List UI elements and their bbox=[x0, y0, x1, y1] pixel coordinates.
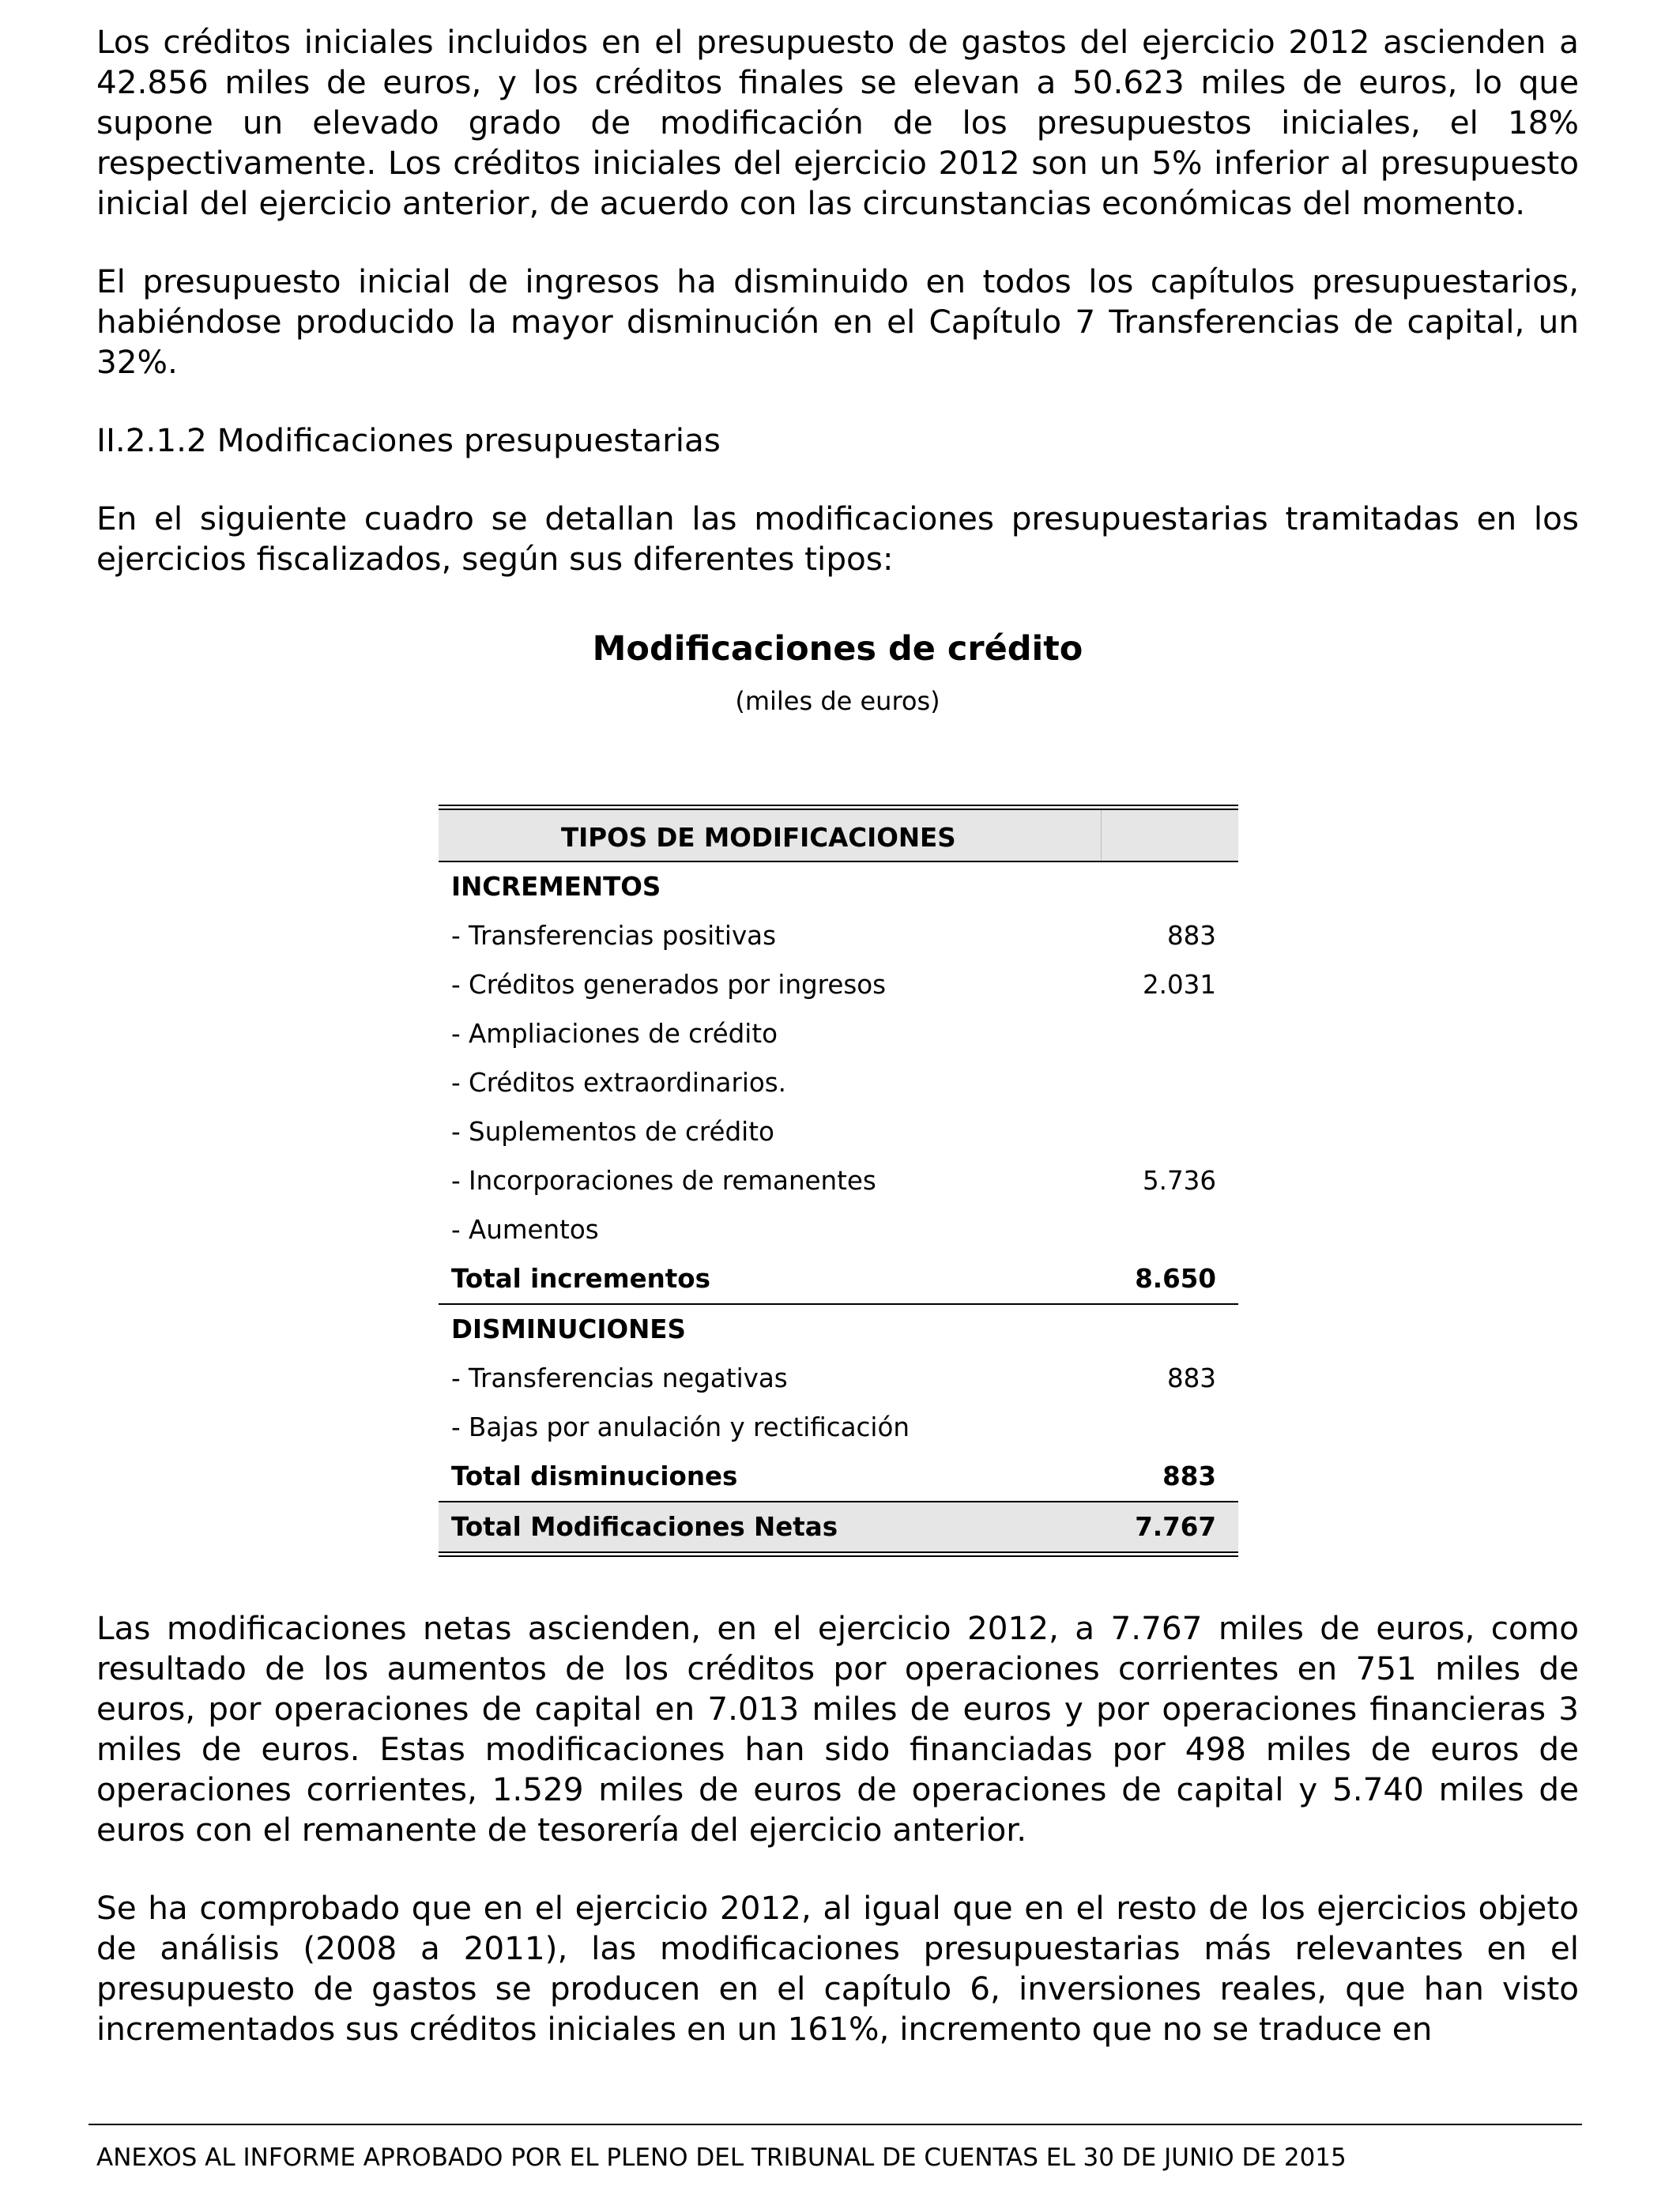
total-label: Total disminuciones bbox=[451, 1461, 738, 1491]
row-label: - Transferencias negativas bbox=[451, 1363, 788, 1393]
paragraph-modificaciones-netas: Las modificaciones netas ascienden, en el ejercicio 2012, a 7.767 miles de euros, como resultado de los aumentos de los créditos por operaciones corrientes en 751 miles de euros, por operaciones de capital en 7.013 miles de euros y por operaciones financieras 3 miles de euros. Estas modificaciones han sido financiadas por 498 miles de euros de operaciones corrientes, 1.529 miles de euros de operaciones de capital y 5.740 miles de euros con el remanente de tesorería del ejercicio anterior. bbox=[96, 1609, 1579, 1849]
table-header bbox=[439, 810, 1238, 862]
table-top-rule bbox=[439, 805, 1238, 810]
paragraph-intro-cuadro: En el siguiente cuadro se detallan las modificaciones presupuestarias tramitadas en los ejercicios fiscalizados, según sus diferentes tipos: bbox=[96, 499, 1579, 578]
table-row bbox=[439, 1009, 1238, 1058]
row-label: - Aumentos bbox=[451, 1215, 599, 1245]
row-value: 883 bbox=[1166, 1363, 1216, 1393]
footer-divider bbox=[89, 2124, 1582, 2125]
total-row-disminuciones bbox=[439, 1452, 1238, 1501]
table-row bbox=[439, 1156, 1238, 1205]
table-header-label: TIPOS DE MODIFICACIONES bbox=[561, 823, 956, 853]
row-label: - Créditos extraordinarios. bbox=[451, 1068, 787, 1098]
paragraph-presupuesto-ingresos: El presupuesto inicial de ingresos ha disminuido en todos los capítulos presupuestarios, habiéndose producido la mayor disminución en el Capítulo 7 Transferencias de capital, un 32%. bbox=[96, 262, 1579, 381]
table-subtitle: (miles de euros) bbox=[735, 686, 940, 716]
row-label: - Suplementos de crédito bbox=[451, 1117, 774, 1147]
table-row bbox=[439, 1058, 1238, 1107]
total-label: Total incrementos bbox=[451, 1264, 710, 1294]
total-value: 8.650 bbox=[1135, 1264, 1216, 1294]
table-row bbox=[439, 1205, 1238, 1254]
total-label: Total Modificaciones Netas bbox=[451, 1512, 838, 1542]
section-heading: II.2.1.2 Modificaciones presupuestarias bbox=[96, 421, 721, 459]
row-label: - Incorporaciones de remanentes bbox=[451, 1166, 876, 1196]
page-footer: ANEXOS AL INFORME APROBADO POR EL PLENO DEL TRIBUNAL DE CUENTAS EL 30 DE JUNIO DE 2015 bbox=[96, 2143, 1347, 2172]
row-label: - Ampliaciones de crédito bbox=[451, 1019, 778, 1049]
table-row bbox=[439, 1403, 1238, 1452]
table-row bbox=[439, 911, 1238, 960]
row-value: 2.031 bbox=[1142, 970, 1216, 1000]
paragraph-capitulo-6: Se ha comprobado que en el ejercicio 2012, al igual que en el resto de los ejercicios objeto de análisis (2008 a 2011), las modificaciones presupuestarias más relevantes en el presupuesto de gastos se producen en el capítulo 6, inversiones reales, que han visto incrementados sus créditos iniciales en un 161%, incremento que no se traduce en bbox=[96, 1889, 1579, 2048]
section-row-incrementos bbox=[439, 862, 1238, 911]
document-body bbox=[96, 22, 1579, 717]
row-label: - Créditos generados por ingresos bbox=[451, 970, 887, 1000]
total-value: 7.767 bbox=[1135, 1512, 1216, 1542]
row-label: - Bajas por anulación y rectificación bbox=[451, 1412, 910, 1442]
section-row-disminuciones bbox=[439, 1305, 1238, 1354]
section-label: DISMINUCIONES bbox=[451, 1314, 686, 1344]
row-label: - Transferencias positivas bbox=[451, 921, 777, 951]
table-row bbox=[439, 960, 1238, 1009]
modificaciones-table bbox=[439, 805, 1238, 1557]
total-row-netas bbox=[439, 1502, 1238, 1551]
table-title: Modificaciones de crédito bbox=[592, 629, 1083, 669]
document-body-continued bbox=[96, 1608, 1579, 2049]
table-bottom-rule bbox=[439, 1551, 1238, 1557]
row-value: 883 bbox=[1166, 921, 1216, 951]
paragraph-creditos-iniciales: Los créditos iniciales incluidos en el presupuesto de gastos del ejercicio 2012 ascienden a 42.856 miles de euros, y los créditos finales se elevan a 50.623 miles de euros, lo que supone un elevado grado de modificación de los presupuestos iniciales, el 18% respectivamente. Los créditos iniciales del ejercicio 2012 son un 5% inferior al presupuesto inicial del ejercicio anterior, de acuerdo con las circunstancias económicas del momento. bbox=[96, 23, 1579, 222]
row-value: 5.736 bbox=[1142, 1166, 1216, 1196]
total-value: 883 bbox=[1162, 1461, 1216, 1491]
table-header-divider bbox=[1101, 810, 1102, 861]
table-row bbox=[439, 1354, 1238, 1403]
section-label: INCREMENTOS bbox=[451, 872, 661, 902]
table-row bbox=[439, 1107, 1238, 1156]
total-row-incrementos bbox=[439, 1254, 1238, 1303]
